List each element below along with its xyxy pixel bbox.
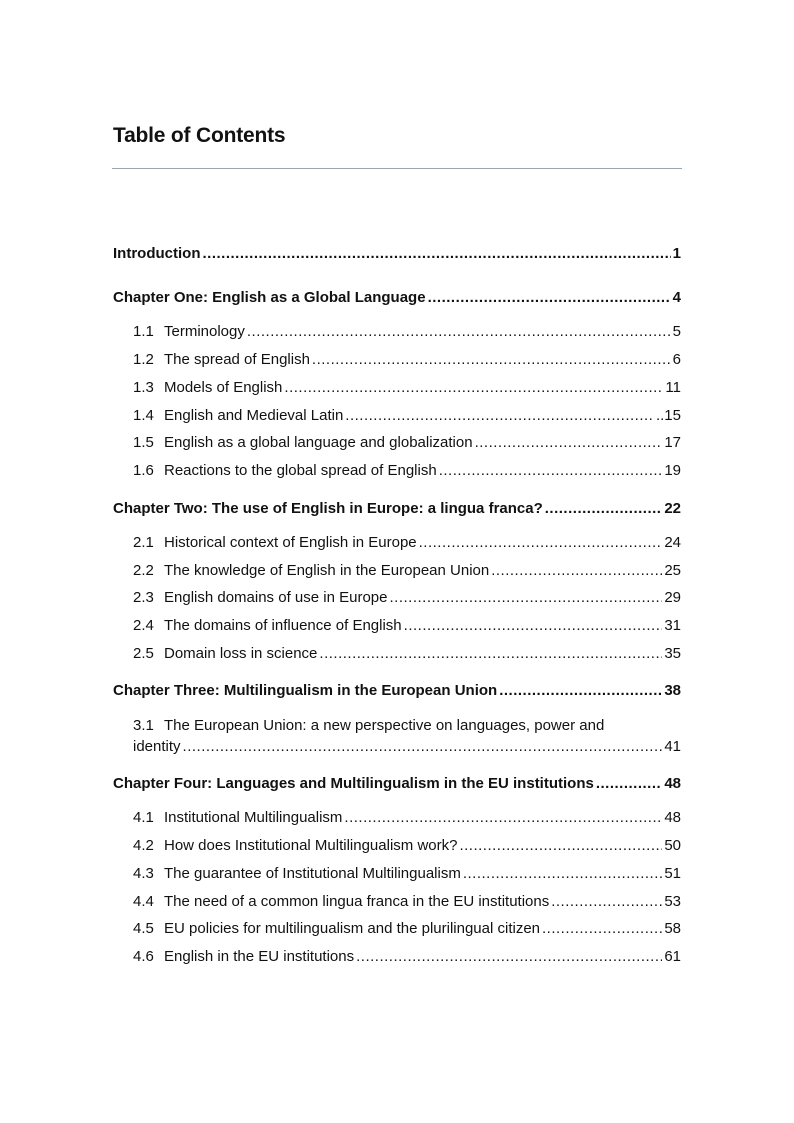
toc-number: 4.1 <box>133 809 154 826</box>
toc-page: 22 <box>664 500 681 517</box>
toc-entry-chapter-one[interactable] <box>113 289 681 307</box>
toc-page: 61 <box>664 948 681 965</box>
toc-number: 4.2 <box>133 837 154 854</box>
toc-entry-chapter-four[interactable] <box>113 775 681 793</box>
toc-entry-2-1[interactable] <box>133 534 681 552</box>
toc-label: Chapter One: English as a Global Language <box>113 289 426 306</box>
toc-label: How does Institutional Multilingualism work? <box>164 837 458 854</box>
toc-label: Domain loss in science <box>164 645 318 662</box>
dot-leader <box>284 379 663 397</box>
dot-leader <box>247 323 671 341</box>
toc-entry-4-6[interactable] <box>133 948 681 966</box>
toc-label: Reactions to the global spread of English <box>164 462 437 479</box>
toc-page: 58 <box>664 920 681 937</box>
toc-number: 1.3 <box>133 379 154 396</box>
dot-leader <box>459 837 662 855</box>
toc-page: 29 <box>664 589 681 606</box>
toc-label: English as a global language and globalization <box>164 434 473 451</box>
toc-number: 2.4 <box>133 617 154 634</box>
toc-page: 38 <box>664 682 681 699</box>
toc-page: 17 <box>664 434 681 451</box>
toc-number: 1.1 <box>133 323 154 340</box>
toc-entry-chapter-three[interactable] <box>113 682 681 700</box>
toc-label: Institutional Multilingualism <box>164 809 343 826</box>
toc-entry-1-5[interactable] <box>133 434 681 452</box>
toc-number: 2.3 <box>133 589 154 606</box>
dot-leader <box>389 589 662 607</box>
toc-page: 53 <box>664 893 681 910</box>
toc-entry-4-1[interactable] <box>133 809 681 827</box>
dot-leader <box>545 500 663 518</box>
toc-entry-1-2[interactable] <box>133 351 681 369</box>
toc-entry-1-4[interactable] <box>133 407 681 425</box>
toc-number: 4.4 <box>133 893 154 910</box>
toc-page: 25 <box>664 562 681 579</box>
toc-entry-2-2[interactable] <box>133 562 681 580</box>
toc-entry-1-3[interactable] <box>133 379 681 397</box>
dot-leader <box>345 407 654 425</box>
toc-label: Chapter Three: Multilingualism in the European Union <box>113 682 498 699</box>
toc-label: The European Union: a new perspective on languages, power and <box>164 717 605 734</box>
dot-leader <box>475 434 663 452</box>
toc-entry-2-5[interactable] <box>133 645 681 663</box>
dot-leader <box>319 645 662 663</box>
dot-leader <box>491 562 662 580</box>
toc-label: Chapter Four: Languages and Multilingualism in the EU institutions <box>113 775 594 792</box>
toc-label: The need of a common lingua franca in the EU institutions <box>164 893 550 910</box>
toc-label: English domains of use in Europe <box>164 589 388 606</box>
toc-page: 31 <box>664 617 681 634</box>
toc-label: Models of English <box>164 379 283 396</box>
toc-entry-4-5[interactable] <box>133 920 681 938</box>
dot-leader <box>183 738 663 756</box>
toc-entry-2-4[interactable] <box>133 617 681 635</box>
toc-page: 48 <box>664 775 681 792</box>
toc-number: 4.5 <box>133 920 154 937</box>
toc-page: 24 <box>664 534 681 551</box>
toc-page: 11 <box>665 379 681 396</box>
dot-leader <box>344 809 662 827</box>
toc-number: 1.6 <box>133 462 154 479</box>
toc-label: Historical context of English in Europe <box>164 534 417 551</box>
dot-leader <box>551 893 662 911</box>
toc-entry-4-4[interactable] <box>133 893 681 911</box>
dot-leader <box>499 682 662 700</box>
toc-number: 1.5 <box>133 434 154 451</box>
dot-leader <box>419 534 663 552</box>
toc-page: 41 <box>664 738 681 755</box>
toc-label: The domains of influence of English <box>164 617 402 634</box>
toc-number: 4.3 <box>133 865 154 882</box>
toc-label: English in the EU institutions <box>164 948 355 965</box>
toc-number: 2.5 <box>133 645 154 662</box>
toc-number: 2.1 <box>133 534 154 551</box>
toc-page: ..15 <box>655 407 681 424</box>
toc-page: 51 <box>664 865 681 882</box>
toc-entry-3-1[interactable] <box>133 717 604 735</box>
toc-number: 1.4 <box>133 407 154 424</box>
toc-page: 4 <box>672 289 681 306</box>
toc-entry-2-3[interactable] <box>133 589 681 607</box>
toc-entry-4-2[interactable] <box>133 837 681 855</box>
toc-entry-chapter-two[interactable] <box>113 500 681 518</box>
toc-number: 4.6 <box>133 948 154 965</box>
toc-label: Terminology <box>164 323 245 340</box>
dot-leader <box>312 351 671 369</box>
toc-page: 1 <box>672 245 681 262</box>
toc-page: 35 <box>664 645 681 662</box>
dot-leader <box>439 462 663 480</box>
toc-page: 6 <box>672 351 681 368</box>
toc-entry-1-6[interactable] <box>133 462 681 480</box>
toc-label: The guarantee of Institutional Multilingualism <box>164 865 461 882</box>
toc-page: 48 <box>664 809 681 826</box>
toc-label: EU policies for multilingualism and the plurilingual citizen <box>164 920 541 937</box>
toc-page: 50 <box>664 837 681 854</box>
toc-entry-introduction[interactable] <box>113 245 681 263</box>
title-divider <box>112 168 682 169</box>
toc-entry-3-1-continued[interactable] <box>133 738 681 756</box>
toc-label: English and Medieval Latin <box>164 407 344 424</box>
dot-leader <box>542 920 662 938</box>
dot-leader <box>463 865 662 883</box>
toc-label: Chapter Two: The use of English in Europe: a lingua franca? <box>113 500 543 517</box>
toc-page: 5 <box>672 323 681 340</box>
page-title: Table of Contents <box>113 124 286 147</box>
toc-number: 3.1 <box>133 717 154 734</box>
toc-entry-1-1[interactable] <box>133 323 681 341</box>
dot-leader <box>428 289 671 307</box>
dot-leader <box>202 245 670 263</box>
toc-label-continued: identity <box>133 738 181 755</box>
toc-number: 1.2 <box>133 351 154 368</box>
dot-leader <box>404 617 663 635</box>
toc-number: 2.2 <box>133 562 154 579</box>
toc-entry-4-3[interactable] <box>133 865 681 883</box>
toc-label: The knowledge of English in the European Union <box>164 562 490 579</box>
dot-leader <box>596 775 662 793</box>
toc-page: 19 <box>664 462 681 479</box>
toc-label: Introduction <box>113 245 201 262</box>
dot-leader <box>356 948 662 966</box>
toc-label: The spread of English <box>164 351 310 368</box>
